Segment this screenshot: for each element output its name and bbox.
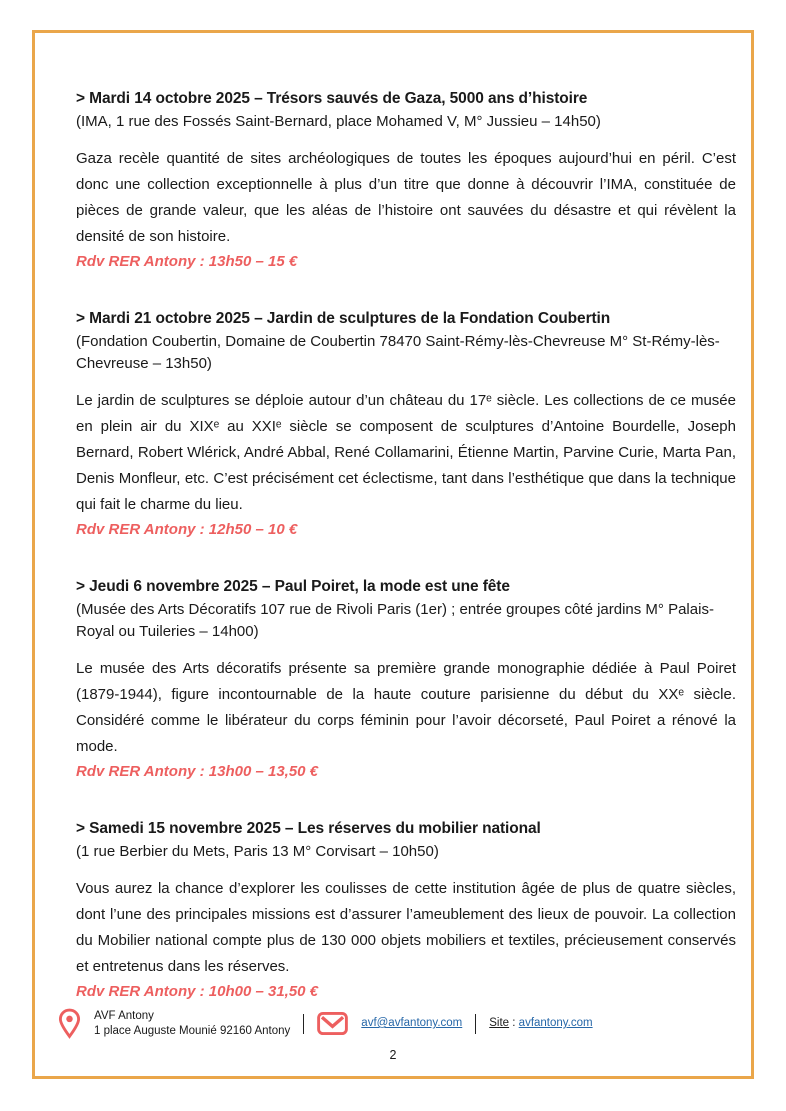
event-title: > Samedi 15 novembre 2025 – Les réserves du mobilier national (76, 820, 541, 837)
website-group (489, 1016, 592, 1031)
event-title: > Mardi 14 octobre 2025 – Trésors sauvés de Gaza, 5000 ans d’histoire (76, 90, 588, 107)
event-location: (Musée des Arts Décoratifs 107 rue de Rivoli Paris (1er) ; entrée groupes côté jardins M° Palais-Royal ou Tuileries – 14h00) (76, 601, 714, 640)
event-section (76, 818, 736, 1003)
organization-name: AVF Antony (94, 1009, 154, 1022)
email-link[interactable]: avf@avfantony.com (361, 1017, 463, 1029)
site-label: Site (489, 1017, 510, 1029)
event-meeting-info: Rdv RER Antony : 13h00 – 13,50 € (76, 763, 319, 780)
event-description: Le musée des Arts décoratifs présente sa première grande monographie dédiée à Paul Poiret (1879-1944), figure incontournable de la haute couture parisienne du début du XXᵉ siècle. Considéré comme le libérateur du corps féminin pour l’avoir décorseté, Paul Poiret a rénové la mode. (76, 660, 736, 755)
event-section (76, 308, 736, 541)
footer-divider (475, 1014, 476, 1034)
event-location: (Fondation Coubertin, Domaine de Coubertin 78470 Saint-Rémy-lès-Chevreuse M° St-Rémy-lès-Chevreuse – 13h50) (76, 333, 720, 372)
site-separator: : (509, 1017, 519, 1029)
page-number: 2 (389, 1048, 397, 1062)
events-list (76, 88, 736, 1038)
event-description: Le jardin de sculptures se déploie autour d’un château du 17ᵉ siècle. Les collections de ce musée en plein air du XIXᵉ au XXIᵉ siècle se composent de sculptures d’Antoine Bourdelle, Joseph Bernard, Robert Wlérick, André Abbal, René Collamarini, Étienne Martin, Parvine Curie, Marta Pan, Denis Monfleur, etc. C’est précisément cet éclectisme, tant dans l’esthétique que dans la technique qui fait le charme du lieu. (76, 392, 736, 513)
event-section (76, 88, 736, 273)
organization-street: 1 place Auguste Mounié 92160 Antony (94, 1024, 291, 1037)
event-meeting-info: Rdv RER Antony : 12h50 – 10 € (76, 521, 298, 538)
organization-address (94, 1009, 290, 1039)
footer-divider (303, 1014, 304, 1034)
event-meeting-info: Rdv RER Antony : 13h50 – 15 € (76, 253, 298, 270)
event-location: (1 rue Berbier du Mets, Paris 13 M° Corvisart – 10h50) (76, 843, 439, 860)
event-section (76, 576, 736, 783)
page-footer (58, 1008, 734, 1039)
event-description: Vous aurez la chance d’explorer les coulisses de cette institution âgée de plus de quatre siècles, dont l’une des principales missions est d’assurer l’ameublement des lieux de pouvoir. La collection du Mobilier national compte plus de 130 000 objets mobiliers et textiles, précieusement conservés et entretenus dans les réserves. (76, 880, 736, 975)
event-title: > Mardi 21 octobre 2025 – Jardin de sculptures de la Fondation Coubertin (76, 310, 611, 327)
email-icon (317, 1012, 348, 1035)
location-pin-icon (58, 1008, 81, 1039)
event-title: > Jeudi 6 novembre 2025 – Paul Poiret, la mode est une fête (76, 578, 510, 595)
website-link[interactable]: avfantony.com (518, 1017, 593, 1029)
event-meeting-info: Rdv RER Antony : 10h00 – 31,50 € (76, 983, 319, 1000)
event-location: (IMA, 1 rue des Fossés Saint-Bernard, place Mohamed V, M° Jussieu – 14h50) (76, 113, 601, 130)
event-description: Gaza recèle quantité de sites archéologiques de toutes les époques aujourd’hui en péril. C’est donc une collection exceptionnelle à plus d’un titre que donne à découvrir l’IMA, constituée de pièces de grande valeur, que les aléas de l’histoire ont sauvées du désastre et qui révèlent la densité de son histoire. (76, 150, 736, 245)
